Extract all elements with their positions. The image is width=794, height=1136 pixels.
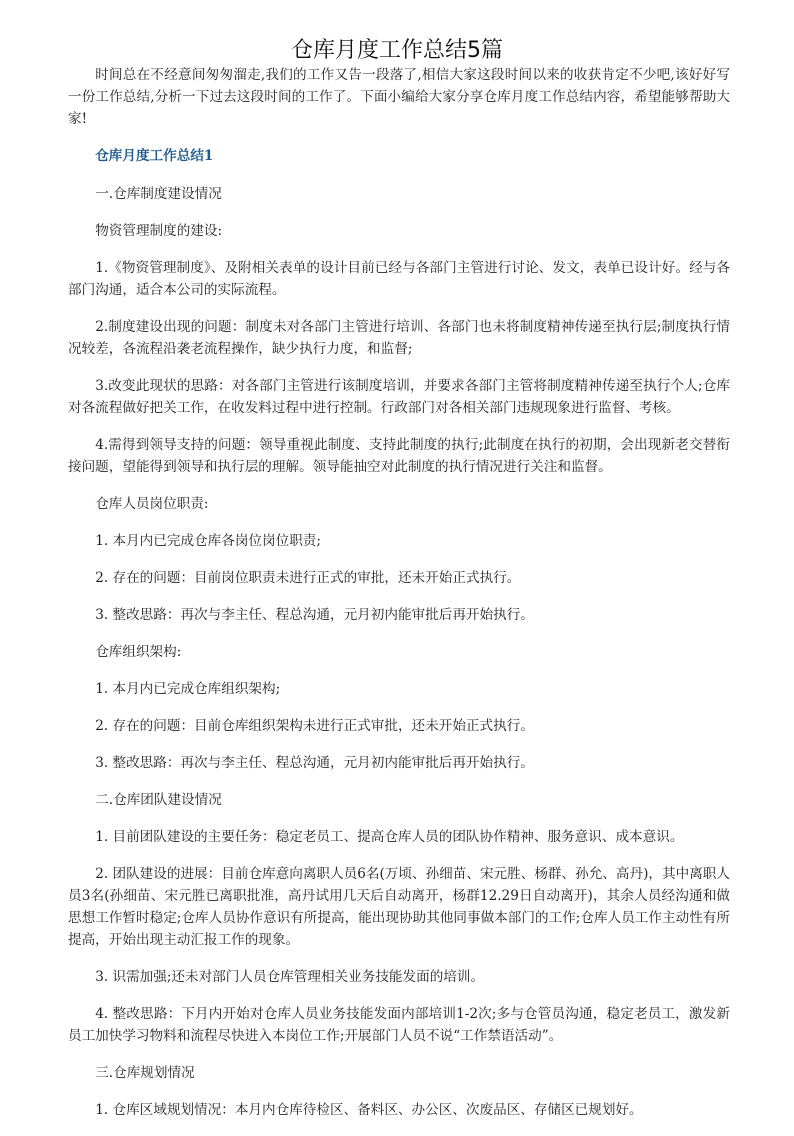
paragraph: 一.仓库制度建设情况 [95,186,222,202]
paragraph: 2. 存在的问题：目前岗位职责未进行正式的审批，还未开始正式执行。 [95,570,521,586]
paragraph: 1. 仓库区域规划情况：本月内仓库待检区、备料区、办公区、次废品区、存储区已规划好。 [95,1102,643,1118]
paragraph: 3. 整改思路：再次与李主任、程总沟通，元月初内能审批后再开始执行。 [95,755,534,771]
paragraph: 1. 本月内已完成仓库各岗位岗位职责; [95,533,321,549]
paragraph: 仓库组织架构: [95,644,182,660]
paragraph: 3.改变此现状的思路：对各部门主管进行该制度培训，并要求各部门主管将制度精神传递至执行个人;仓库对各流程做好把关工作，在收发料过程中进行控制。行政部门对各相关部门违规现象进行监督、考核。 [68,378,730,416]
section-heading: 仓库月度工作总结1 [95,148,214,164]
paragraph: 2. 团队建设的进展：目前仓库意向离职人员6名(万顷、孙细苗、宋元胜、杨群、孙允、高丹)，其中离职人员3名(孙细苗、宋元胜已离职批准，高丹试用几天后自动离开，杨群12.29日自动离开)，其余人员经沟通和做思想工作暂时稳定;仓库人员协作意识有所提高，能出现协助其他同事做本部门的工作;仓库人员工作主动性有所提高，开始出现主动汇报工作的现象。 [68,866,730,948]
paragraph: 1. 本月内已完成仓库组织架构; [95,681,281,697]
paragraph: 4. 整改思路：下月内开始对仓库人员业务技能发面内部培训1-2次;多与仓管员沟通，稳定老员工，激发新员工加快学习物料和流程尽快进入本岗位工作;开展部门人员不说“工作禁语活动”。 [68,1006,730,1044]
paragraph: 仓库人员岗位职责: [95,496,209,512]
paragraph: 1.《物资管理制度》、及附相关表单的设计目前已经与各部门主管进行讨论、发文，表单已设计好。经与各部门沟通，适合本公司的实际流程。 [68,260,730,298]
document-body [68,64,730,1136]
paragraph: 二.仓库团队建设情况 [95,792,222,808]
paragraph: 1. 目前团队建设的主要任务：稳定老员工、提高仓库人员的团队协作精神、服务意识、成本意识。 [95,829,684,845]
paragraph: 3. 识需加强;还未对部门人员仓库管理相关业务技能发面的培训。 [95,969,485,985]
paragraph: 2.制度建设出现的问题：制度未对各部门主管进行培训、各部门也未将制度精神传递至执行层;制度执行情况较差，各流程沿袭老流程操作，缺少执行力度，和监督; [68,319,730,357]
paragraph: 3. 整改思路：再次与李主任、程总沟通，元月初内能审批后再开始执行。 [95,607,534,623]
paragraph: 时间总在不经意间匆匆溜走,我们的工作又告一段落了,相信大家这段时间以来的收获肯定不少吧,该好好写一份工作总结,分析一下过去这段时间的工作了。下面小编给大家分享仓库月度工作总结内容，希望能够帮助大家! [68,67,730,127]
paragraph: 物资管理制度的建设: [95,223,223,239]
paragraph: 4.需得到领导支持的问题：领导重视此制度、支持此制度的执行;此制度在执行的初期，会出现新老交替衔接问题，望能得到领导和执行层的理解。领导能抽空对此制度的执行情况进行关注和监督。 [68,437,730,475]
paragraph: 三.仓库规划情况 [95,1065,195,1081]
document-title: 仓库月度工作总结5篇 [291,38,503,63]
paragraph: 2. 存在的问题：目前仓库组织架构未进行正式审批，还未开始正式执行。 [95,718,534,734]
